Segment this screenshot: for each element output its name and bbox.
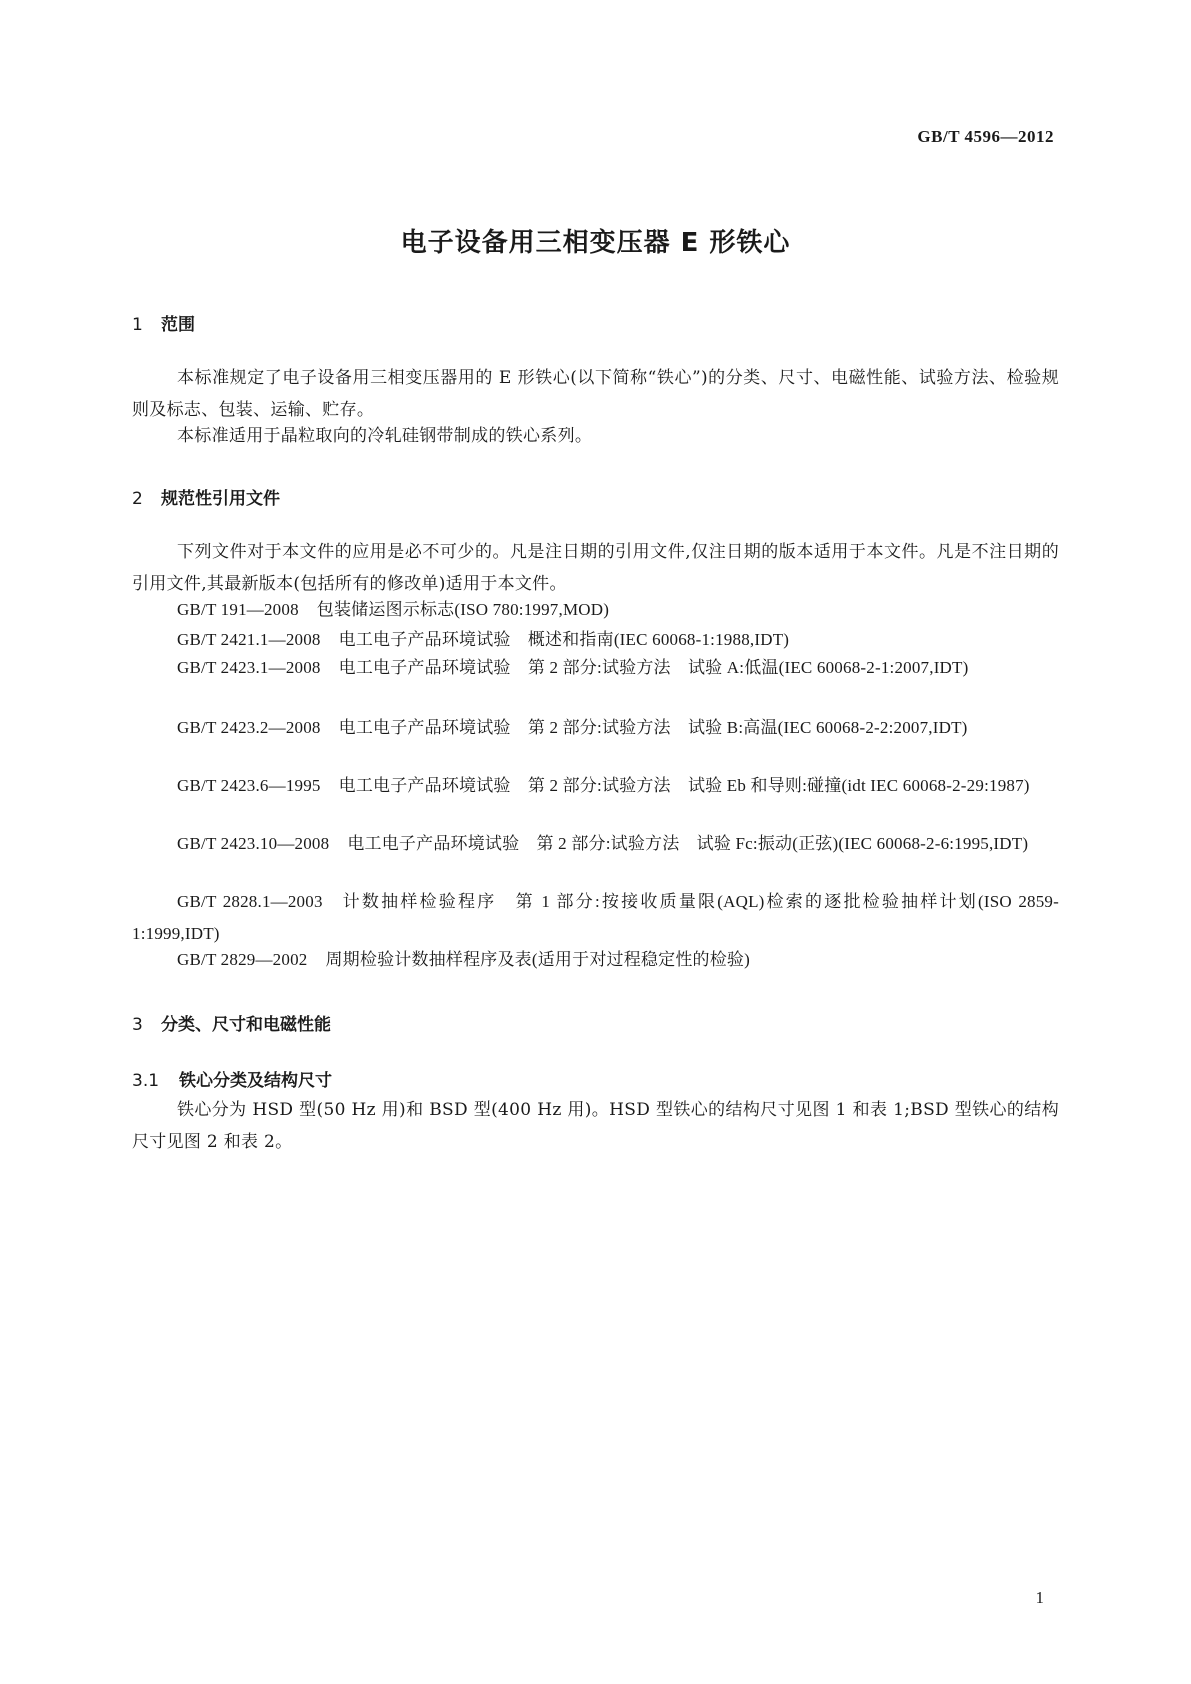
section-1-paragraph-2: 本标准适用于晶粒取向的冷轧硅钢带制成的铁心系列。: [177, 426, 593, 446]
section-3-heading: [132, 1010, 331, 1035]
reference-item: [132, 652, 1059, 684]
reference-item: [132, 886, 1059, 950]
reference-item: [132, 828, 1059, 860]
reference-title: 电工电子产品环境试验 第 2 部分:试验方法 试验 A:低温(IEC 60068-2-1:2007,IDT): [338, 658, 969, 677]
section-1-heading: [132, 310, 195, 335]
section-3-1-heading: [132, 1066, 332, 1091]
page-number: 1: [1035, 1588, 1044, 1607]
reference-title: 电工电子产品环境试验 第 2 部分:试验方法 试验 B:高温(IEC 60068-2-2:2007,IDT): [338, 718, 968, 737]
reference-code: GB/T 2423.6—1995: [177, 776, 321, 795]
section-3-1-title: 铁心分类及结构尺寸: [179, 1071, 332, 1091]
section-3-title: 分类、尺寸和电磁性能: [161, 1015, 331, 1035]
section-2-title: 规范性引用文件: [161, 489, 280, 509]
reference-code: GB/T 2423.10—2008: [177, 834, 330, 853]
section-3-number: 3: [132, 1015, 143, 1035]
section-2-intro: 下列文件对于本文件的应用是必不可少的。凡是注日期的引用文件,仅注日期的版本适用于本文件。凡是不注日期的引用文件,其最新版本(包括所有的修改单)适用于本文件。: [132, 542, 1059, 594]
section-1-paragraph-1: 本标准规定了电子设备用三相变压器用的 E 形铁心(以下简称“铁心”)的分类、尺寸、电磁性能、试验方法、检验规则及标志、包装、运输、贮存。: [132, 368, 1059, 420]
document-title: 电子设备用三相变压器 E 形铁心: [400, 228, 791, 258]
reference-code: GB/T 2828.1—2003: [177, 892, 323, 911]
reference-item: [132, 944, 1059, 976]
reference-code: GB/T 2421.1—2008: [177, 630, 321, 649]
reference-title: 电工电子产品环境试验 第 2 部分:试验方法 试验 Fc:振动(正弦)(IEC 60068-2-6:1995,IDT): [347, 834, 1029, 853]
reference-title: 包装储运图示标志(ISO 780:1997,MOD): [316, 600, 610, 619]
section-1-title: 范围: [161, 315, 195, 335]
reference-code: GB/T 2423.1—2008: [177, 658, 321, 677]
section-1-number: 1: [132, 315, 143, 335]
reference-code: GB/T 191—2008: [177, 600, 299, 619]
reference-title: 计数抽样检验程序 第 1 部分:按接收质量限(AQL)检索的逐批检验抽样计划(ISO 2859-1:1999,IDT): [132, 892, 1059, 943]
section-3-1-paragraph: 铁心分为 HSD 型(50 Hz 用)和 BSD 型(400 Hz 用)。HSD 型铁心的结构尺寸见图 1 和表 1;BSD 型铁心的结构尺寸见图 2 和表 2。: [132, 1100, 1059, 1152]
reference-title: 电工电子产品环境试验 概述和指南(IEC 60068-1:1988,IDT): [338, 630, 790, 649]
standard-code: GB/T 4596—2012: [917, 127, 1054, 146]
reference-item: [132, 712, 1059, 744]
reference-title: 周期检验计数抽样程序及表(适用于对过程稳定性的检验): [325, 950, 750, 969]
section-2-heading: [132, 484, 280, 509]
reference-code: GB/T 2423.2—2008: [177, 718, 321, 737]
reference-code: GB/T 2829—2002: [177, 950, 308, 969]
reference-item: [132, 594, 1059, 626]
section-2-number: 2: [132, 489, 143, 509]
reference-title: 电工电子产品环境试验 第 2 部分:试验方法 试验 Eb 和导则:碰撞(idt IEC 60068-2-29:1987): [338, 776, 1030, 795]
section-3-1-number: 3.1: [132, 1071, 160, 1091]
reference-item: [132, 770, 1059, 802]
